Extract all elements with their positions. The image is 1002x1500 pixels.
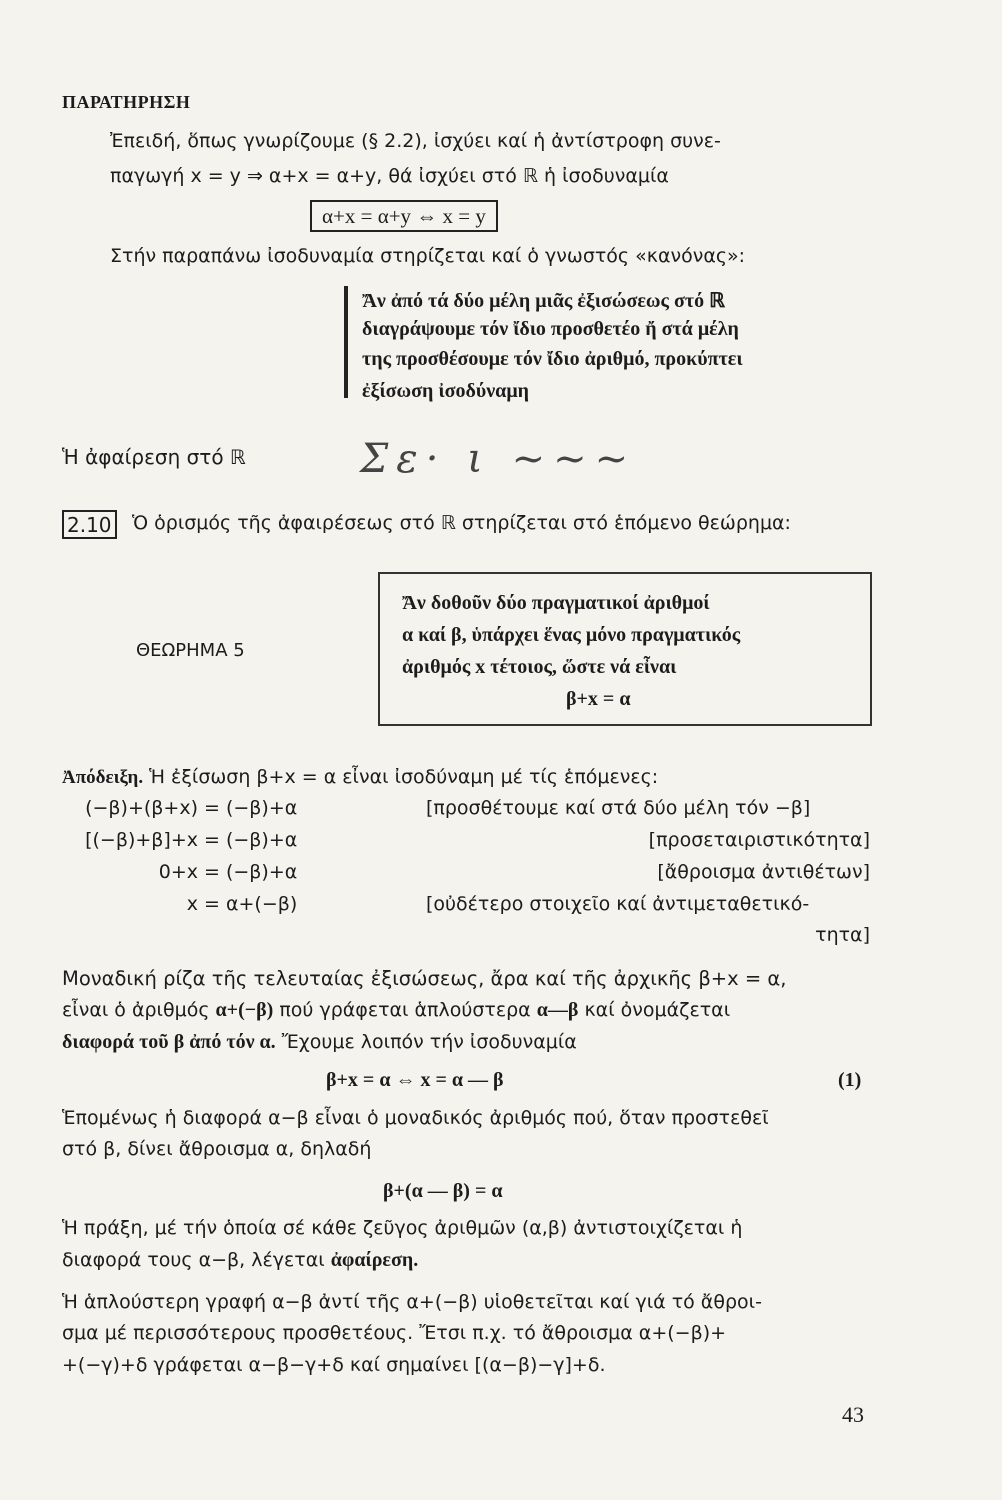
theorem-line-4: β+x = α (566, 688, 631, 710)
proof-step-4-left: x (186, 893, 198, 915)
theorem-line-1: Ἄν δοθοῦν δύο πραγματικοί ἀριθμοί (402, 592, 710, 614)
equation-1-tag: (1) (838, 1069, 862, 1091)
proof-step-3-right: = (−β)+α (204, 861, 298, 883)
rule-intro: Στήν παραπάνω ἰσοδυναμία στηρίζεται καί ὁ γνωστός «κανόνας»: (110, 245, 746, 267)
para1-line-1: Μοναδική ρίζα τῆς τελευταίας ἐξισώσεως, ἄρα καί τῆς ἀρχικῆς β+x = α, (62, 967, 787, 990)
page-number: 43 (842, 1402, 864, 1427)
para3-line-2 (62, 1249, 418, 1272)
proof-label: Ἀπόδειξη. (62, 767, 144, 788)
para1-text-f: Ἔχουμε λοιπόν τήν ἰσοδυναμία (275, 1031, 577, 1053)
rule-margin-bar (344, 286, 348, 398)
proof-intro: Ἡ ἐξίσωση β+x = α εἶναι ἰσοδύναμη μέ τίς ἑπόμενες: (143, 766, 659, 788)
rule-line-2: διαγράψουμε τόν ἴδιο προσθετέο ἤ στά μέλη (362, 318, 739, 340)
section-intro: Ὁ ὁρισμός τῆς ἀφαιρέσεως στό ℝ στηρίζεται στό ἑπόμενο θεώρημα: (132, 512, 791, 534)
para1-text-e: καί ὀνομάζεται (578, 999, 731, 1021)
para2-line-1: Ἑπομένως ἡ διαφορά α−β εἶναι ὁ μοναδικός ἀριθμός πού, ὅταν προστεθεῖ (62, 1107, 769, 1129)
para1-expr-diff: α—β (536, 999, 579, 1021)
intro-line-2: παγωγή x = y ⇒ α+x = α+y, θά ἰσχύει στό ℝ ἡ ἰσοδυναμία (110, 165, 669, 187)
proof-intro-line (62, 766, 658, 789)
difference-definition: διαφορά τοῦ β ἀπό τόν α. (62, 1031, 276, 1053)
rule-line-4: ἐξίσωση ἰσοδύναμη (362, 380, 530, 402)
para4-line-2: σμα μέ περισσότερους προσθετέους. Ἔτσι π.χ. τό ἄθροισμα α+(−β)+ (62, 1322, 727, 1344)
equivalence-box: α+x = α+y ⇔ x = y (310, 200, 498, 232)
rule-line-3: της προσθέσουμε τόν ἴδιο ἀριθμό, προκύπτει (362, 348, 743, 370)
theorem-label: ΘΕΩΡΗΜΑ 5 (136, 640, 245, 661)
theorem-box (378, 572, 872, 726)
proof-step-3-left: 0+x (158, 861, 198, 883)
para1-line-3 (62, 1031, 577, 1054)
para4-line-1: Ἡ ἁπλούστερη γραφή α−β ἀντί τῆς α+(−β) υἱοθετεῖται καί γιά τό ἄθροι- (62, 1291, 762, 1313)
equation-1: β+x = α ⇔ x = α — β (326, 1069, 504, 1091)
subtraction-term: ἀφαίρεση. (330, 1249, 419, 1271)
intro-line-1: Ἐπειδή, ὅπως γνωρίζουμε (§ 2.2), ἰσχύει καί ἡ ἀντίστροφη συνε- (110, 130, 721, 152)
proof-step-4-right: = α+(−β) (204, 893, 298, 915)
proof-step-4-reason-cont: τητα] (815, 924, 870, 946)
proof-step-2-right: = (−β)+α (204, 829, 298, 851)
para3-text-a: διαφορά τους α−β, λέγεται (62, 1249, 331, 1271)
para1-line-2 (62, 999, 730, 1022)
proof-step-2-left: [(−β)+β]+x (85, 829, 198, 851)
equation-2: β+(α — β) = α (383, 1180, 503, 1202)
section-number-tag: 2.10 (62, 510, 117, 539)
proof-step-3-reason: [ἄθροισμα ἀντιθέτων] (657, 861, 870, 883)
para4-line-3: +(−γ)+δ γράφεται α−β−γ+δ καί σημαίνει [(α−β)−γ]+δ. (62, 1354, 606, 1376)
proof-step-1-left: (−β)+(β+x) (85, 797, 198, 819)
subsection-title: Ἡ ἀφαίρεση στό ℝ (62, 445, 246, 469)
handwritten-scribble: Σε· ι ~~~ (360, 436, 637, 482)
para1-text-c: πού γράφεται ἁπλούστερα (273, 999, 537, 1021)
proof-step-4-reason: [οὐδέτερο στοιχεῖο καί ἀντιμεταθετικό- (426, 893, 810, 915)
section-heading: ΠΑΡΑΤΗΡΗΣΗ (62, 92, 191, 112)
proof-step-1-right: = (−β)+α (204, 797, 298, 819)
rule-line-1: Ἄν ἀπό τά δύο μέλη μιᾶς ἐξισώσεως στό ℝ (362, 290, 725, 312)
para2-line-2: στό β, δίνει ἄθροισμα α, δηλαδή (62, 1138, 372, 1160)
para3-line-1: Ἡ πράξη, μέ τήν ὁποία σέ κάθε ζεῦγος ἀριθμῶν (α,β) ἀντιστοιχίζεται ἡ (62, 1217, 743, 1239)
theorem-line-3: ἀριθμός x τέτοιος, ὥστε νά εἶναι (402, 656, 677, 678)
theorem-line-2: α καί β, ὑπάρχει ἕνας μόνο πραγματικός (402, 624, 741, 646)
proof-step-2-reason: [προσεταιριστικότητα] (648, 829, 870, 851)
para1-expr-sum: α+(−β) (215, 999, 274, 1021)
para1-text-a: εἶναι ὁ ἀριθμός (62, 999, 216, 1021)
proof-step-1-reason: [προσθέτουμε καί στά δύο μέλη τόν −β] (426, 797, 811, 819)
